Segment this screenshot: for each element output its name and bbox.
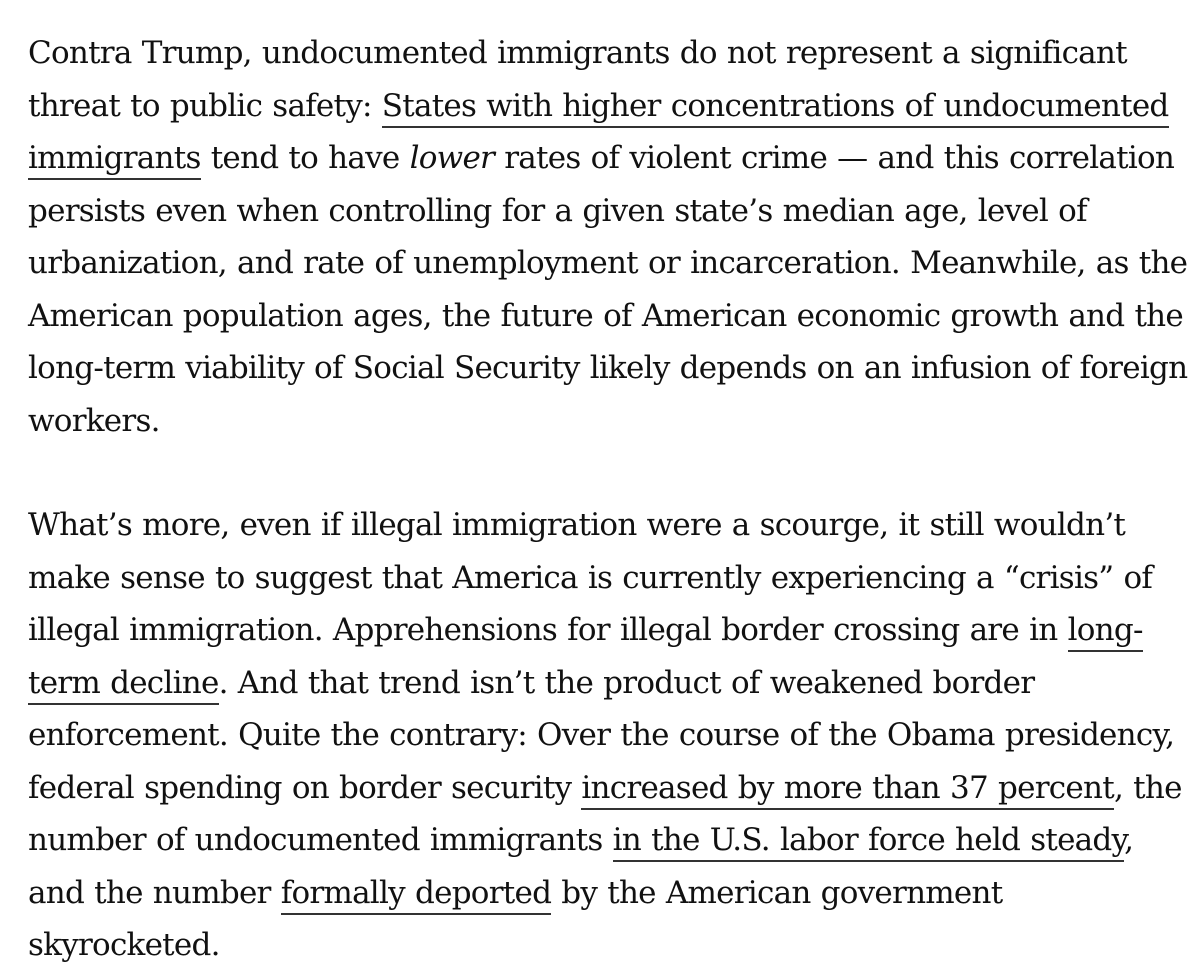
- text-line: long-term viability of Social Security likely depends on an infusion of foreign: [28, 350, 1188, 386]
- text-line: [28, 604, 1180, 657]
- link-labor-force-steady[interactable]: in the U.S. labor force held steady: [613, 822, 1125, 862]
- text-line: [28, 132, 1180, 185]
- text-line: make sense to suggest that America is currently experiencing a “crisis” of: [28, 559, 1153, 596]
- text-segment: , the: [1113, 769, 1182, 806]
- text-line: persists even when controlling for a given state’s median age, level of: [28, 192, 1087, 229]
- emphasis-lower: lower: [409, 140, 495, 176]
- paragraph-2: [28, 499, 1180, 972]
- text-segment: tend to have: [200, 140, 410, 176]
- text-segment: federal spending on border security: [28, 769, 582, 806]
- text-line: [28, 867, 1180, 920]
- link-states-immigrant-concentration-cont[interactable]: immigrants: [28, 140, 201, 180]
- text-line: enforcement. Quite the contrary: Over the course of the Obama presidency,: [28, 717, 1175, 753]
- text-line: American population ages, the future of American economic growth and the: [28, 297, 1183, 334]
- text-segment: and the number: [28, 874, 281, 911]
- text-segment: threat to public safety:: [28, 87, 382, 124]
- text-segment: . And that trend isn’t the product of weakened border: [218, 664, 1035, 701]
- text-segment: rates of violent crime — and this correlation: [494, 140, 1175, 176]
- link-states-immigrant-concentration[interactable]: States with higher concentrations of undocumented: [382, 88, 1169, 128]
- text-line: workers.: [28, 402, 160, 439]
- text-line: [28, 80, 1180, 133]
- text-line: urbanization, and rate of unemployment or incarceration. Meanwhile, as the: [28, 245, 1188, 281]
- text-segment: by the American government: [551, 874, 1003, 911]
- article-body: [28, 27, 1188, 972]
- text-segment: illegal immigration. Apprehensions for illegal border crossing are in: [28, 612, 1068, 648]
- text-line: skyrocketed.: [28, 927, 220, 963]
- link-long-term-decline[interactable]: long-: [1068, 612, 1143, 652]
- text-segment: number of undocumented immigrants: [28, 822, 613, 858]
- text-line: [28, 762, 1180, 815]
- text-line: [28, 814, 1180, 867]
- text-segment: ,: [1124, 822, 1134, 858]
- text-line: Contra Trump, undocumented immigrants do not represent a significant: [28, 35, 1127, 71]
- paragraph-1: [28, 27, 1188, 447]
- text-line: [28, 657, 1180, 710]
- text-line: What’s more, even if illegal immigration were a scourge, it still wouldn’t: [28, 507, 1126, 543]
- link-long-term-decline-cont[interactable]: term decline: [28, 665, 219, 705]
- link-border-spending-increase[interactable]: increased by more than 37 percent: [581, 770, 1114, 810]
- link-formally-deported[interactable]: formally deported: [281, 875, 551, 915]
